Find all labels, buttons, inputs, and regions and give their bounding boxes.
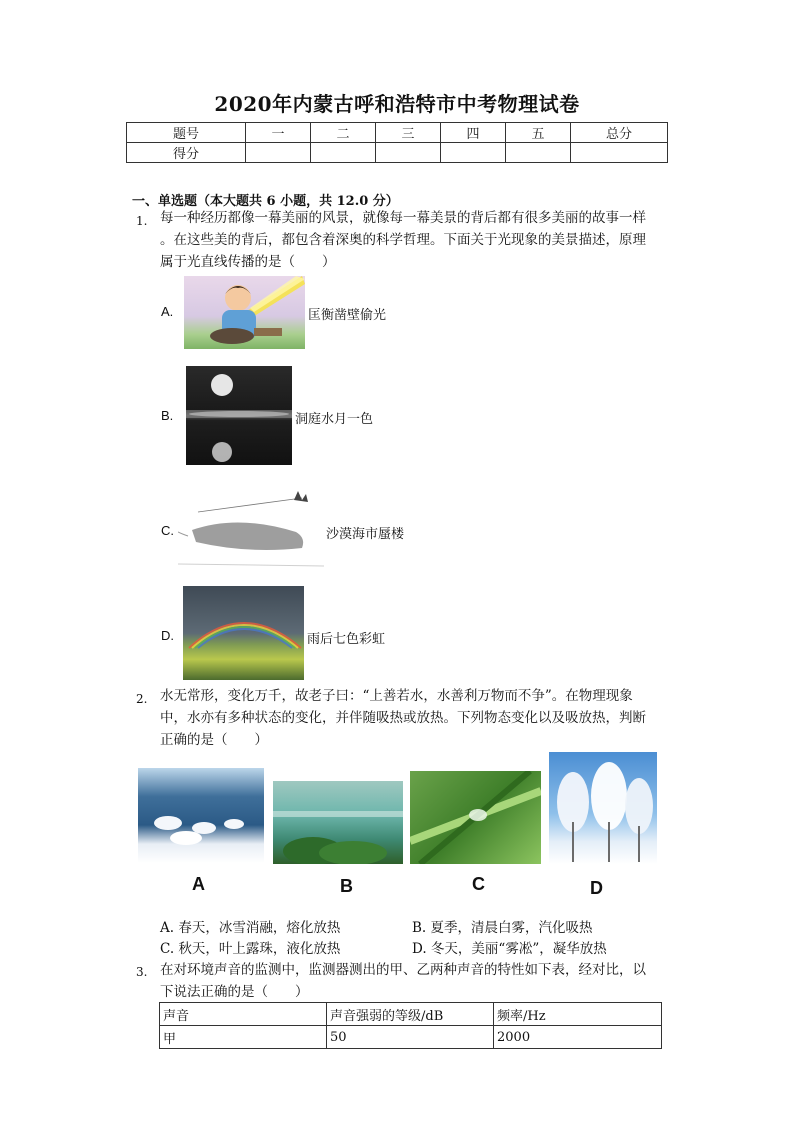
text-line: 水无常形，变化万千，故老子曰：“上善若水，水善利万物而不争”。在物理现象: [160, 688, 633, 704]
choice-a: A. 春天，冰雪消融，熔化放热: [160, 920, 341, 936]
section-heading: 一、单选题（本大题共 6 小题，共 12.0 分）: [132, 194, 399, 209]
page-title: 2020年内蒙古呼和浩特市中考物理试卷: [214, 92, 580, 116]
score-cell: [311, 143, 376, 163]
text-line: 每一种经历都像一幕美丽的风景，就像每一幕美景的背后都有很多美丽的故事一样: [160, 210, 646, 226]
choice-b: B. 夏季，清晨白雾，汽化吸热: [412, 920, 593, 936]
option-label: 匡衡凿壁偷光: [308, 308, 387, 323]
option-letter: C.: [161, 523, 174, 538]
score-cell: 得分: [127, 143, 246, 163]
text-line: 正确的是（ ）: [160, 732, 268, 748]
sound-header-row: [160, 1003, 662, 1026]
score-cell: 题号: [127, 123, 246, 143]
score-table: [126, 122, 668, 163]
question-2-text: [160, 685, 670, 751]
sound-header-cell: 频率/Hz: [494, 1003, 662, 1026]
score-cell: 四: [441, 123, 506, 143]
sound-table: [159, 1002, 662, 1049]
text-line: 属于光直线传播的是（ ）: [160, 254, 336, 270]
picture-c-mirage: [178, 488, 324, 574]
text-line: 。在这些美的背后，都包含着深奥的科学哲理。下面关于光现象的美景描述，原理: [160, 232, 646, 248]
picture-dew-drop: [410, 771, 541, 864]
option-letter: B.: [161, 408, 174, 423]
score-cell: [376, 143, 441, 163]
score-cell: 总分: [571, 123, 668, 143]
option-label: 洞庭水月一色: [295, 412, 374, 427]
picture-white-fog: [273, 781, 403, 864]
score-cell: [506, 143, 571, 163]
text-line: 在对环境声音的监测中，监测器测出的甲、乙两种声音的特性如下表，经对比，以: [160, 962, 646, 978]
text-line: 下说法正确的是（ ）: [160, 984, 309, 1000]
picture-a-light: [184, 276, 305, 349]
score-cell: 二: [311, 123, 376, 143]
picture-d-rainbow: [183, 586, 304, 680]
score-cell: [441, 143, 506, 163]
image-caption: A: [192, 874, 205, 894]
picture-b-moon: [186, 366, 292, 465]
score-cell: 一: [246, 123, 311, 143]
sound-cell: 2000: [494, 1026, 662, 1049]
question-1-text: [160, 207, 670, 273]
question-number: 3.: [136, 965, 148, 979]
picture-ice-melting: [138, 768, 264, 863]
score-cell: 三: [376, 123, 441, 143]
choice-d: D. 冬天，美丽“雾凇”，凝华放热: [412, 941, 607, 957]
option-letter: A.: [161, 304, 174, 319]
choice-c: C. 秋天，叶上露珠，液化放热: [160, 941, 341, 957]
image-caption: D: [590, 878, 603, 898]
text-line: 中，水亦有多种状态的变化，并伴随吸热或放热。下列物态变化以及吸放热，判断: [160, 710, 646, 726]
sound-cell: 50: [327, 1026, 494, 1049]
sound-header-cell: 声音强弱的等级/dB: [327, 1003, 494, 1026]
option-letter: D.: [161, 628, 174, 643]
score-cell: 五: [506, 123, 571, 143]
option-label: 雨后七色彩虹: [307, 632, 386, 647]
sound-cell: 甲: [160, 1026, 327, 1049]
picture-rime: [549, 752, 657, 864]
score-cell: [246, 143, 311, 163]
image-caption: B: [340, 876, 353, 896]
sound-header-cell: 声音: [160, 1003, 327, 1026]
score-value-row: [127, 143, 668, 163]
question-3-text: [160, 959, 670, 1003]
question-number: 1.: [136, 214, 148, 228]
image-caption: C: [472, 874, 485, 894]
score-header-row: [127, 123, 668, 143]
score-cell: [571, 143, 668, 163]
table-row: [160, 1026, 662, 1049]
option-label: 沙漠海市蜃楼: [326, 527, 405, 542]
question-number: 2.: [136, 692, 148, 706]
